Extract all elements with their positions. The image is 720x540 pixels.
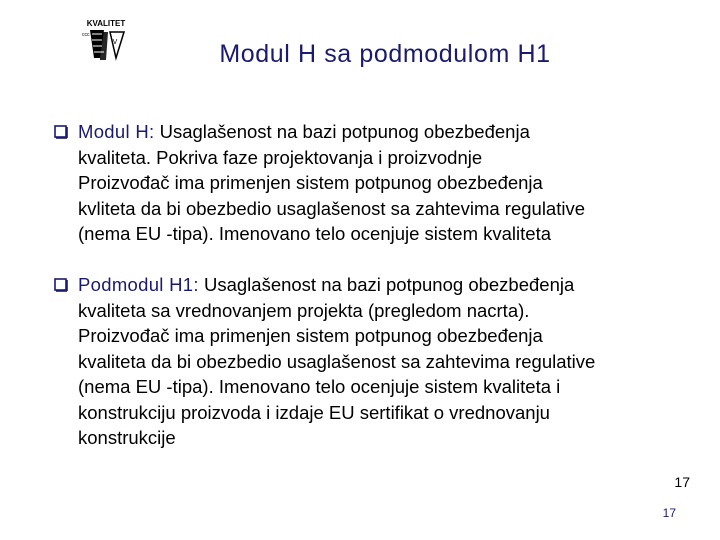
bullet-text xyxy=(78,119,695,247)
checkbox-bullet-icon xyxy=(54,278,68,292)
slide-title: Modul H sa podmodulom H1 xyxy=(219,40,551,68)
bullet-podmodul-h1 xyxy=(55,272,695,451)
bullet-line: konstrukciju proizvoda i izdaje EU sertifikat o vrednovanju xyxy=(78,401,550,423)
bullet-line: kvaliteta sa vrednovanjem projekta (pregledom nacrta). xyxy=(78,299,530,321)
bullet-line: konstrukcije xyxy=(78,427,176,448)
bullet-line: Proizvođač ima primenjen sistem potpunog obezbeđenja xyxy=(78,325,543,346)
checkbox-bullet-icon xyxy=(54,125,68,139)
bullet-line: Usaglašenost na bazi potpunog obezbeđenja xyxy=(198,274,575,295)
bullet-lead: Podmodul H1: xyxy=(78,274,199,295)
bullet-line: kvaliteta. Pokriva faze projektovanja i proizvodnje xyxy=(78,146,483,168)
footer-page-number: 17 xyxy=(662,506,676,520)
page-number: 17 xyxy=(674,474,690,490)
svg-text:V: V xyxy=(112,39,118,46)
bullet-lead: Modul H: xyxy=(78,121,155,142)
bullet-line: Proizvođač ima primenjen sistem potpunog obezbeđenja xyxy=(78,172,543,193)
bullet-line: (nema EU -tipa). Imenovano telo ocenjuje sistem kvaliteta xyxy=(78,223,551,244)
bullet-line: kvaliteta da bi obezbedio usaglašenost sa zahtevima regulative xyxy=(78,350,596,372)
svg-text:KVALITET: KVALITET xyxy=(86,19,126,28)
bullet-line: Usaglašenost na bazi potpunog obezbeđenja xyxy=(154,121,530,142)
bullet-line: (nema EU -tipa). Imenovano telo ocenjuje sistem kvaliteta i xyxy=(78,376,561,397)
svg-text:ccc: ccc xyxy=(82,32,90,38)
bullet-line: kvliteta da bi obezbedio usaglašenost sa zahtevima regulative xyxy=(78,197,586,219)
bullet-modul-h xyxy=(55,119,695,247)
bullet-text xyxy=(78,272,695,451)
